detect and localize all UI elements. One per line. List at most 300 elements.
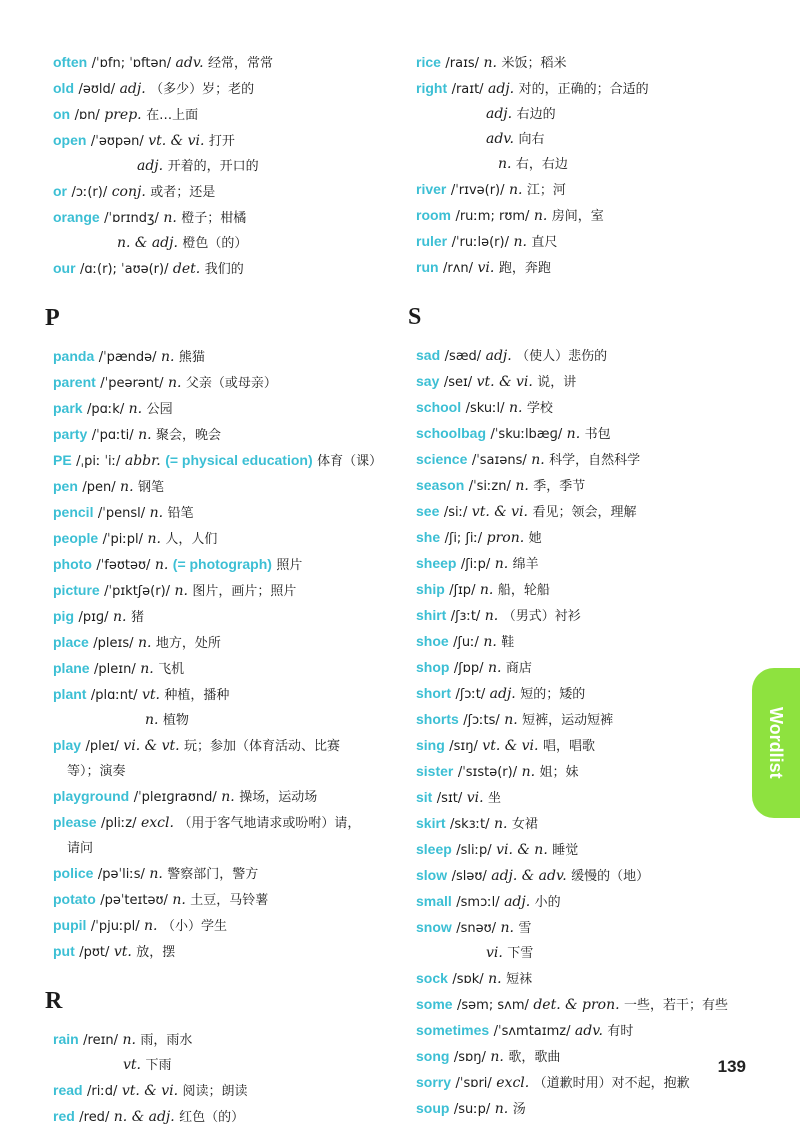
pronunciation: /ˈpɪktʃə(r)/: [104, 584, 171, 599]
part-of-speech: n.: [494, 556, 509, 572]
pronunciation: /ˈɒfn; ˈɒftən/: [91, 56, 172, 71]
entry-small: [416, 889, 746, 915]
pronunciation: /siː/: [443, 505, 468, 520]
definition: （小）学生: [161, 919, 227, 934]
definition: 雪: [518, 921, 532, 936]
part-of-speech: vi. & n.: [496, 842, 548, 858]
pronunciation: /əʊld/: [78, 82, 116, 97]
pronunciation: /səm; sʌm/: [457, 998, 529, 1013]
part-of-speech: vt. & vi.: [476, 374, 533, 390]
part-of-speech: adj.: [489, 686, 516, 702]
headword: plane: [53, 660, 90, 676]
pronunciation: /ˈpeərənt/: [100, 376, 164, 391]
definition: 放，摆: [136, 945, 176, 960]
entry-shorts: [416, 707, 746, 733]
headword: schoolbag: [416, 425, 487, 441]
section-letter: S: [408, 304, 422, 330]
definition: （道歉时用）对不起，抱歉: [533, 1076, 690, 1091]
definition: 书包: [584, 427, 611, 442]
part-of-speech: n.: [521, 764, 536, 780]
headword: photo: [53, 556, 92, 572]
definition: 睡觉: [552, 843, 579, 858]
definition: 聚会，晚会: [156, 428, 222, 443]
pronunciation: /sləʊ/: [451, 869, 487, 884]
definition-continuation: [53, 759, 398, 784]
entry-short: [416, 681, 746, 707]
part-of-speech: n.: [128, 401, 143, 417]
headword: play: [53, 737, 82, 753]
pronunciation: /ˌpiː ˈiː/: [76, 454, 121, 469]
left-column: [45, 50, 398, 1130]
entry-orange: [53, 205, 398, 231]
entry-park: [53, 396, 398, 422]
pronunciation: /pen/: [82, 480, 116, 495]
pronunciation: /ʃuː/: [453, 635, 479, 650]
headword: sing: [416, 737, 445, 753]
pronunciation: /ʃi; ʃiː/: [444, 531, 483, 546]
entry-panda: [53, 344, 398, 370]
pronunciation: /ʃɒp/: [453, 661, 484, 676]
headword: sheep: [416, 555, 457, 571]
entry-open: [53, 128, 398, 154]
cross-reference: (= photograph): [172, 556, 272, 572]
pronunciation: /pəˈteɪtəʊ/: [100, 893, 168, 908]
entry-skirt: [416, 811, 746, 837]
entry-pupil: [53, 913, 398, 939]
pronunciation: /ɑː(r); ˈaʊə(r)/: [80, 262, 169, 277]
headword: say: [416, 373, 440, 389]
headword: room: [416, 207, 451, 223]
definition: 人，人们: [165, 532, 218, 547]
part-of-speech: vt.: [113, 944, 132, 960]
definition: 地方，处所: [155, 636, 221, 651]
definition: 阅读；朗读: [182, 1084, 248, 1099]
entry-plane: [53, 656, 398, 682]
pronunciation: /skuːl/: [465, 401, 505, 416]
part-of-speech: n.: [138, 427, 152, 443]
definition: 短裤，运动短裤: [522, 713, 614, 728]
part-of-speech: adj.: [486, 106, 513, 122]
headword: right: [416, 80, 448, 96]
entry-pig: [53, 604, 398, 630]
part-of-speech: vi.: [466, 790, 484, 806]
pronunciation: /ʃɪp/: [449, 583, 476, 598]
entry-party: [53, 422, 398, 448]
entry-shirt: [416, 603, 746, 629]
definition: 米饭；稻米: [501, 56, 567, 71]
headword: ruler: [416, 233, 448, 249]
definition-cont: 等）；演奏: [67, 764, 126, 779]
part-of-speech: vi.: [486, 945, 503, 961]
definition: 科学，自然科学: [549, 453, 641, 468]
pronunciation: /ˈskuːlbæɡ/: [490, 427, 563, 442]
part-of-speech: n.: [479, 582, 494, 598]
headword: soup: [416, 1100, 450, 1116]
pronunciation: /pɪɡ/: [78, 610, 109, 625]
part-of-speech: n.: [531, 452, 545, 468]
part-of-speech: n.: [498, 156, 512, 172]
headword: rain: [53, 1031, 79, 1047]
headword: sister: [416, 763, 454, 779]
side-tab-label: Wordlist: [766, 707, 786, 779]
definition: 熊猫: [178, 350, 205, 365]
entry-please: [53, 810, 398, 836]
entry-say: [416, 369, 746, 395]
entry-or: [53, 179, 398, 205]
entry-put: [53, 939, 398, 965]
section-letter: R: [45, 988, 63, 1014]
definition: 土豆，马铃薯: [190, 893, 269, 908]
pronunciation: /pleɪ/: [85, 739, 119, 754]
definition: 向右: [518, 132, 545, 147]
part-of-speech: prep.: [104, 107, 142, 123]
entry-police: [53, 861, 398, 887]
definition: 植物: [162, 713, 189, 728]
part-of-speech: adj.: [119, 81, 146, 97]
pronunciation: /smɔːl/: [456, 895, 500, 910]
headword: put: [53, 943, 75, 959]
headword: sleep: [416, 841, 452, 857]
part-of-speech: adv.: [486, 131, 515, 147]
part-of-speech: n.: [490, 1049, 504, 1065]
headword: open: [53, 132, 87, 148]
page-number: 139: [717, 1057, 746, 1076]
definition: 照片: [276, 558, 303, 573]
headword: PE: [53, 452, 72, 468]
entry-see: [416, 499, 746, 525]
part-of-speech: n.: [154, 557, 169, 573]
definition: 绵羊: [512, 557, 539, 572]
entry-picture: [53, 578, 398, 604]
definition: 女裙: [511, 817, 538, 832]
headword: playground: [53, 788, 130, 804]
pronunciation: /sliːp/: [456, 843, 492, 858]
definition: 在…上面: [146, 108, 199, 123]
headword: panda: [53, 348, 95, 364]
definition: 经常，常常: [208, 56, 274, 71]
headword: she: [416, 529, 441, 545]
part-of-speech: excl.: [140, 815, 174, 831]
entry-song: [416, 1044, 746, 1070]
entry-sorry: [416, 1070, 746, 1096]
entry-sometimes: [416, 1018, 746, 1044]
entry-shoe: [416, 629, 746, 655]
headword: pen: [53, 478, 78, 494]
part-of-speech: n. & adj.: [113, 1109, 175, 1125]
definition: 操场，运动场: [239, 790, 318, 805]
headword: sit: [416, 789, 433, 805]
definition: 说，讲: [537, 375, 577, 390]
definition-cont: 请问: [67, 841, 94, 856]
definition: 小的: [534, 895, 561, 910]
entry-river: [416, 177, 746, 203]
headword: school: [416, 399, 462, 415]
part-of-speech: conj.: [111, 184, 146, 200]
part-of-speech: n.: [484, 608, 499, 624]
pronunciation: /pleɪs/: [93, 636, 134, 651]
wordlist-side-tab[interactable]: [752, 668, 800, 818]
definition: 看见；领会，理解: [532, 505, 637, 520]
headword: river: [416, 181, 447, 197]
part-of-speech: n.: [163, 210, 177, 226]
part-of-speech: adj. & adv.: [491, 868, 567, 884]
part-of-speech: vi.: [477, 260, 495, 276]
sense-line: [53, 231, 398, 256]
entry-pe: [53, 448, 398, 474]
pronunciation: /ˈsɒri/: [455, 1076, 492, 1091]
pronunciation: /ˈpensl/: [97, 506, 146, 521]
part-of-speech: n. & adj.: [117, 235, 178, 251]
entry-run: [416, 255, 746, 281]
definition: 缓慢的（地）: [571, 869, 650, 884]
pronunciation: /ʃiːp/: [460, 557, 491, 572]
entry-schoolbag: [416, 421, 746, 447]
pronunciation: /sɪŋ/: [449, 739, 478, 754]
headword: often: [53, 54, 88, 70]
part-of-speech: n.: [140, 661, 154, 677]
definition: 打开: [208, 134, 235, 149]
entry-old: [53, 76, 398, 102]
entry-ship: [416, 577, 746, 603]
pronunciation: /ˈsʌmtaɪmz/: [493, 1024, 571, 1039]
part-of-speech: adv.: [175, 55, 204, 71]
definition: 猪: [130, 610, 144, 625]
headword: pencil: [53, 504, 94, 520]
entry-room: [416, 203, 746, 229]
part-of-speech: adj.: [504, 894, 531, 910]
pronunciation: /ˈpleɪɡraʊnd/: [133, 790, 217, 805]
definition: 父亲（或母亲）: [185, 376, 277, 391]
entry-season: [416, 473, 746, 499]
definition: 船，轮船: [497, 583, 550, 598]
definition-continuation: [53, 836, 398, 861]
definition: 跑，奔跑: [498, 261, 551, 276]
part-of-speech: n.: [494, 1101, 509, 1117]
entry-shop: [416, 655, 746, 681]
pronunciation: /ˈsaɪəns/: [471, 453, 527, 468]
definition: 姐；妹: [539, 765, 579, 780]
entry-play: [53, 733, 398, 759]
headword: some: [416, 996, 453, 1012]
definition: 下雨: [145, 1058, 172, 1073]
definition: 或者；还是: [150, 185, 216, 200]
part-of-speech: vt. & vi.: [471, 504, 528, 520]
entry-photo: [53, 552, 398, 578]
pronunciation: /ˈpiːpl/: [102, 532, 144, 547]
pronunciation: /raɪs/: [445, 56, 480, 71]
pronunciation: /ˈpændə/: [98, 350, 157, 365]
pronunciation: /raɪt/: [451, 82, 484, 97]
sense-line: [416, 152, 746, 177]
pronunciation: /red/: [79, 1110, 110, 1125]
right-column: [408, 50, 746, 1122]
definition: 右，右边: [515, 157, 568, 172]
definition: 她: [528, 531, 542, 546]
part-of-speech: n.: [483, 634, 497, 650]
part-of-speech: n.: [508, 400, 523, 416]
pronunciation: /suːp/: [453, 1102, 491, 1117]
pronunciation: /ʃɔːt/: [455, 687, 486, 702]
sense-line: [416, 127, 746, 152]
headword: our: [53, 260, 76, 276]
headword: see: [416, 503, 440, 519]
entry-some: [416, 992, 746, 1018]
definition: （使人）悲伤的: [516, 349, 608, 364]
headword: sock: [416, 970, 448, 986]
entry-plant: [53, 682, 398, 708]
part-of-speech: n.: [221, 789, 235, 805]
entry-sleep: [416, 837, 746, 863]
definition: 铅笔: [167, 506, 194, 521]
pronunciation: /pliːz/: [101, 816, 137, 831]
cross-reference: (= physical education): [165, 452, 313, 468]
headword: or: [53, 183, 67, 199]
definition: 公园: [146, 402, 173, 417]
entry-she: [416, 525, 746, 551]
definition: 坐: [488, 791, 502, 806]
pronunciation: /ɒn/: [74, 108, 100, 123]
pronunciation: /rʌn/: [443, 261, 474, 276]
definition: 学校: [526, 401, 553, 416]
entry-our: [53, 256, 398, 282]
part-of-speech: vi. & vt.: [123, 738, 180, 754]
part-of-speech: det. & pron.: [533, 997, 620, 1013]
entry-sing: [416, 733, 746, 759]
headword: picture: [53, 582, 100, 598]
definition: 短袜: [506, 972, 533, 987]
entry-pen: [53, 474, 398, 500]
entry-potato: [53, 887, 398, 913]
part-of-speech: n.: [144, 918, 158, 934]
sense-line: [53, 708, 398, 733]
part-of-speech: adj.: [485, 348, 512, 364]
headword: read: [53, 1082, 83, 1098]
headword: parent: [53, 374, 96, 390]
pronunciation: /pʊt/: [79, 945, 110, 960]
definition: 歌，歌曲: [508, 1050, 561, 1065]
definition: 飞机: [158, 662, 185, 677]
entry-snow: [416, 915, 746, 941]
headword: orange: [53, 209, 100, 225]
pronunciation: /plɑːnt/: [90, 688, 138, 703]
part-of-speech: excl.: [496, 1075, 530, 1091]
entry-right: [416, 76, 746, 102]
definition: 直尺: [531, 235, 558, 250]
definition: 玩；参加（体育活动、比赛: [184, 739, 341, 754]
definition: 右边的: [516, 107, 556, 122]
definition: 橙子；柑橘: [181, 211, 247, 226]
definition: 下雪: [507, 946, 534, 961]
entry-read: [53, 1078, 398, 1104]
section-letter: P: [45, 305, 60, 331]
definition: 橙色（的）: [182, 236, 248, 251]
entry-sister: [416, 759, 746, 785]
entry-sit: [416, 785, 746, 811]
part-of-speech: n.: [113, 609, 127, 625]
entry-place: [53, 630, 398, 656]
pronunciation: /ˈəʊpən/: [90, 134, 144, 149]
entry-sad: [416, 343, 746, 369]
headword: skirt: [416, 815, 446, 831]
headword: ship: [416, 581, 445, 597]
headword: shoe: [416, 633, 449, 649]
headword: science: [416, 451, 468, 467]
definition: 对的，正确的；合适的: [518, 82, 649, 97]
definition: （用于客气地请求或吩咐）请，: [178, 816, 361, 831]
part-of-speech: abbr.: [124, 453, 161, 469]
pronunciation: /reɪn/: [83, 1033, 119, 1048]
definition: 种植，播种: [164, 688, 230, 703]
part-of-speech: n.: [508, 182, 523, 198]
part-of-speech: n.: [160, 349, 175, 365]
part-of-speech: n.: [172, 892, 186, 908]
entry-rain: [53, 1027, 398, 1053]
definition: 我们的: [204, 262, 244, 277]
pronunciation: /pəˈliːs/: [97, 867, 145, 882]
part-of-speech: n.: [504, 712, 518, 728]
part-of-speech: vt. & vi.: [148, 133, 205, 149]
entry-often: [53, 50, 398, 76]
headword: park: [53, 400, 83, 416]
part-of-speech: adj.: [137, 158, 164, 174]
part-of-speech: n.: [493, 816, 508, 832]
part-of-speech: n.: [147, 531, 161, 547]
headword: people: [53, 530, 99, 546]
definition: 唱，唱歌: [542, 739, 595, 754]
part-of-speech: vt.: [123, 1057, 141, 1073]
headword: shirt: [416, 607, 447, 623]
pronunciation: /riːd/: [87, 1084, 118, 1099]
pronunciation: /ʃɔːts/: [463, 713, 500, 728]
definition: 有时: [607, 1024, 634, 1039]
entry-red: [53, 1104, 398, 1130]
pronunciation: /ʃɜːt/: [450, 609, 481, 624]
part-of-speech: n.: [167, 375, 182, 391]
entry-playground: [53, 784, 398, 810]
headword: plant: [53, 686, 87, 702]
part-of-speech: adj.: [488, 81, 515, 97]
pronunciation: /ˈrɪvə(r)/: [450, 183, 505, 198]
pronunciation: /sɪt/: [436, 791, 463, 806]
definition: 鞋: [501, 635, 515, 650]
sense-line: [53, 1053, 398, 1078]
pronunciation: /ˈsɪstə(r)/: [457, 765, 518, 780]
entry-ruler: [416, 229, 746, 255]
definition: 一些，若干；有些: [624, 998, 729, 1013]
pronunciation: /sæd/: [444, 349, 482, 364]
definition: 商店: [505, 661, 532, 676]
part-of-speech: n.: [513, 234, 527, 250]
definition: 江；河: [526, 183, 566, 198]
headword: place: [53, 634, 89, 650]
headword: sorry: [416, 1074, 452, 1090]
entry-on: [53, 102, 398, 128]
part-of-speech: n.: [174, 583, 188, 599]
pronunciation: /skɜːt/: [450, 817, 490, 832]
entry-parent: [53, 370, 398, 396]
entry-science: [416, 447, 746, 473]
entry-soup: [416, 1096, 746, 1122]
definition: 体育（课）: [317, 454, 383, 469]
pronunciation: /seɪ/: [443, 375, 473, 390]
pronunciation: /ɔː(r)/: [71, 185, 108, 200]
definition: （多少）岁；老的: [150, 82, 255, 97]
part-of-speech: vt. & vi.: [121, 1083, 179, 1099]
headword: on: [53, 106, 71, 122]
part-of-speech: n.: [149, 866, 163, 882]
headword: red: [53, 1108, 75, 1124]
sense-line: [416, 102, 746, 127]
